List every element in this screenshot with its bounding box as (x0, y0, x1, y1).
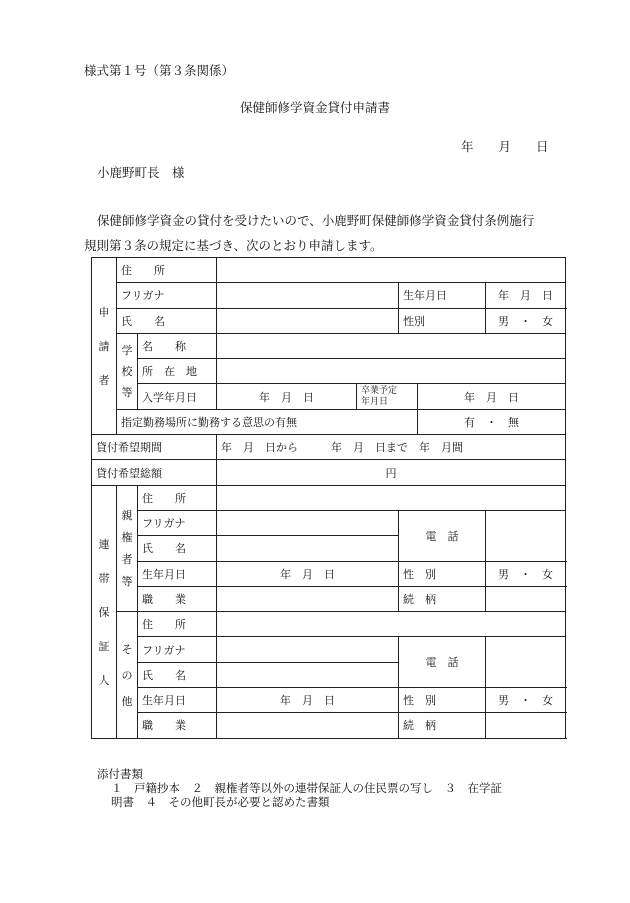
applicant-gender-options[interactable]: 男 ・ 女 (486, 308, 566, 333)
guarantor2-furigana-field[interactable] (217, 637, 399, 662)
loan-amount-field[interactable]: 円 (217, 460, 566, 485)
guarantor2-birthdate-field[interactable]: 年 月 日 (217, 688, 399, 713)
enroll-date-label: 入学年月日 (138, 384, 217, 409)
work-intent-label: 指定勤務場所に勤務する意思の有無 (117, 409, 418, 434)
guarantor1-birthdate-label: 生年月日 (138, 561, 217, 586)
applicant-birthdate-label: 生年月日 (399, 283, 486, 308)
guarantor1-birthdate-field[interactable]: 年 月 日 (217, 561, 399, 586)
guarantor2-address-field[interactable] (217, 612, 566, 637)
guarantor2-name-label: 氏 名 (138, 662, 217, 687)
guarantor1-occupation-label: 職 業 (138, 586, 217, 611)
loan-amount-label: 貸付希望総額 (92, 460, 217, 485)
grad-date-field[interactable]: 年 月 日 (418, 384, 566, 409)
attachments-section (97, 767, 502, 809)
guarantor2-furigana-label: フリガナ (138, 637, 217, 662)
guarantor1-name-label: 氏 名 (138, 536, 217, 561)
guarantor1-gender-label: 性 別 (399, 561, 486, 586)
applicant-furigana-label: フリガナ (117, 283, 217, 308)
applicant-gender-label: 性別 (399, 308, 486, 333)
guarantor1-furigana-field[interactable] (217, 510, 399, 535)
guarantor2-phone-field[interactable] (486, 637, 566, 688)
intro-line-2: 規則第３条の規定に基づき、次のとおり申請します。 (84, 238, 383, 253)
grad-date-label: 卒業予定 年月日 (357, 384, 418, 409)
work-intent-options[interactable]: 有 ・ 無 (418, 409, 566, 434)
guarantor2-birthdate-label: 生年月日 (138, 688, 217, 713)
guarantor1-phone-field[interactable] (486, 510, 566, 561)
school-location-label: 所 在 地 (138, 359, 217, 384)
school-group-label: 学 校 等 (117, 333, 138, 409)
guarantor1-occupation-field[interactable] (217, 586, 399, 611)
applicant-group-label: 申 請 者 (92, 258, 117, 435)
guarantor1-name-field[interactable] (217, 536, 399, 561)
school-name-label: 名 称 (138, 333, 217, 358)
guarantor-other-label: そ の 他 (117, 612, 138, 738)
guarantor2-phone-label: 電 話 (399, 637, 486, 688)
guarantor2-address-label: 住 所 (138, 612, 217, 637)
guarantor2-gender-label: 性 別 (399, 688, 486, 713)
attachments-title: 添付書類 (97, 767, 143, 781)
school-location-field[interactable] (217, 359, 566, 384)
enroll-date-field[interactable]: 年 月 日 (217, 384, 357, 409)
guarantor1-address-label: 住 所 (138, 485, 217, 510)
guarantor2-gender-options[interactable]: 男 ・ 女 (486, 688, 566, 713)
form-number: 様式第１号（第３条関係） (84, 63, 235, 78)
attachments-line-2: 明書 ４ その他町長が必要と認めた書類 (111, 795, 330, 809)
intro-line-1: 保健師修学資金の貸付を受けたいので、小鹿野町保健師修学資金貸付条例施行 (97, 213, 535, 228)
guarantor-parent-label: 親 権 者 等 (117, 485, 138, 611)
application-form-table (91, 257, 566, 739)
guarantor2-occupation-field[interactable] (217, 713, 399, 738)
guarantor2-relation-label: 続 柄 (399, 713, 486, 738)
applicant-birthdate-field[interactable]: 年 月 日 (486, 283, 566, 308)
guarantor1-relation-label: 続 柄 (399, 586, 486, 611)
guarantor2-occupation-label: 職 業 (138, 713, 217, 738)
applicant-furigana-field[interactable] (217, 283, 399, 308)
guarantor1-address-field[interactable] (217, 485, 566, 510)
applicant-address-field[interactable] (217, 258, 566, 283)
applicant-name-label: 氏 名 (117, 308, 217, 333)
guarantor2-relation-field[interactable] (486, 713, 566, 738)
guarantor1-gender-options[interactable]: 男 ・ 女 (486, 561, 566, 586)
applicant-name-field[interactable] (217, 308, 399, 333)
page-title: 保健師修学資金貸付申請書 (239, 100, 390, 115)
guarantor1-relation-field[interactable] (486, 586, 566, 611)
addressee: 小鹿野町長 様 (97, 165, 185, 180)
guarantor1-phone-label: 電 話 (399, 510, 486, 561)
loan-period-field[interactable]: 年 月 日から 年 月 日まで 年 月間 (217, 435, 566, 460)
guarantor1-furigana-label: フリガナ (138, 510, 217, 535)
attachments-line-1: １ 戸籍抄本 ２ 親権者等以外の連帯保証人の住民票の写し ３ 在学証 (111, 781, 502, 795)
school-name-field[interactable] (217, 333, 566, 358)
date-line: 年 月 日 (461, 139, 549, 154)
loan-period-label: 貸付希望期間 (92, 435, 217, 460)
guarantor-group-label: 連 帯 保 証 人 (92, 485, 117, 738)
applicant-address-label: 住 所 (117, 258, 217, 283)
guarantor2-name-field[interactable] (217, 662, 399, 687)
